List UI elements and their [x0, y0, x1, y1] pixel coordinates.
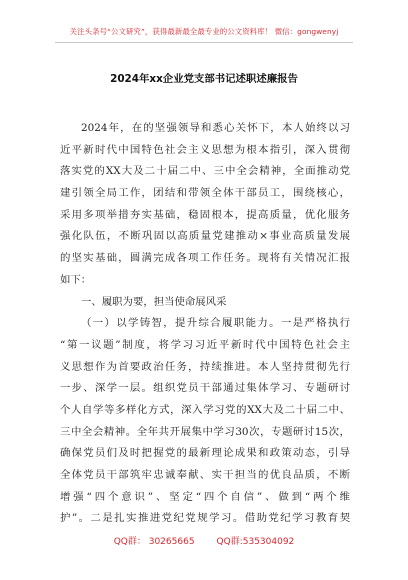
- body-line: 的坚实基础，圆满完成各项工作任务。现将有关情况汇报: [60, 252, 350, 265]
- body-line: 义思想作为首要政治任务，持续推进。本人坚持贯彻先行: [60, 360, 350, 373]
- body-line: 近平新时代中国特色社会主义思想为根本指引，深入贯彻: [60, 143, 350, 156]
- body-line: 全体党员干部筑牢忠诚奉献、实干担当的优良品质，不断: [60, 469, 350, 481]
- body-line: 确保党员们及时把握党的最新理论成果和政策动态，引导: [60, 447, 350, 460]
- body-line: 三中全会精神。全年共开展集中学习30次，专题研讨15次，: [60, 425, 350, 438]
- footer-contact: [0, 534, 408, 547]
- footer-qq-group-1: QQ群： 30265665: [113, 537, 195, 547]
- footer-qq-group-2: QQ群:535304092: [216, 537, 295, 547]
- body-line: 一步、深学一层。组织党员干部通过集体学习、专题研讨: [60, 382, 350, 395]
- body-line: 采用多项举措夯实基础，稳固根本，提高质量，优化服务: [60, 208, 350, 221]
- body-line: 强化队伍，不断巩固以高质量党建推动×事业高质量发展: [60, 230, 350, 243]
- header-divider: [55, 42, 353, 43]
- body-line: 2024年，在的坚强领导和悉心关怀下，本人始终以习: [81, 122, 350, 134]
- body-line: 护”。二是扎实推进党纪党规学习。借助党纪学习教育契: [60, 512, 350, 525]
- body-line: 落实党的XX大及二十届二中、三中全会精神，全面推动党: [60, 165, 350, 178]
- body-line: 增强“四个意识”、坚定“四个自信”、做到“两个维: [60, 490, 350, 503]
- body-line: 如下：: [60, 273, 92, 286]
- body-line: （一）以学铸智，提升综合履职能力。一是严格执行: [81, 317, 350, 330]
- body-line: 建引领全局工作，团结和带领全体干部员工，围绕核心，: [60, 187, 350, 200]
- document-body: [60, 118, 350, 530]
- header-promo-text: 关注头条号“公文研究”，获得最新最全最专业的公文资料库！ 微信：gongwenyj: [69, 27, 339, 36]
- body-line: “第一议题”制度，将学习习近平新时代中国特色社会主: [60, 338, 350, 351]
- body-line: 个人自学等多样化方式，深入学习党的XX大及二十届二中、: [60, 403, 350, 416]
- section-heading: 一、履职为要，担当使命展风采: [81, 295, 227, 308]
- document-title: 2024年xx企业党支部书记述职述廉报告: [110, 73, 298, 85]
